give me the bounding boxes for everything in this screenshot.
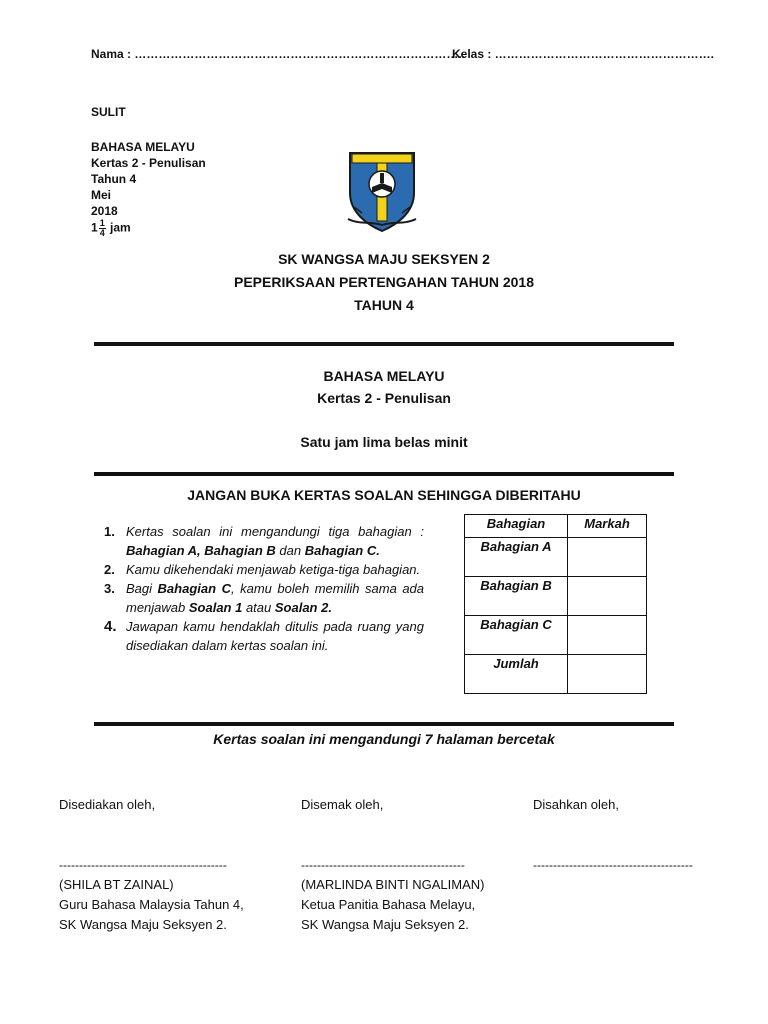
- signature-title: Guru Bahasa Malaysia Tahun 4,: [59, 897, 244, 912]
- school-crest-icon: [344, 149, 420, 233]
- signature-block-reviewer: [301, 795, 484, 935]
- row-label: Bahagian C: [465, 616, 568, 655]
- marks-cell[interactable]: [568, 538, 647, 577]
- table-row: [465, 538, 647, 577]
- divider-2: [94, 472, 674, 476]
- instruction-item: [104, 560, 424, 579]
- marks-cell[interactable]: [568, 616, 647, 655]
- meta-paper: Kertas 2 - Penulisan: [91, 156, 206, 170]
- signature-line: -----------------------------------------: [301, 858, 465, 872]
- duration-whole: 1: [91, 220, 98, 235]
- marks-cell[interactable]: [568, 655, 647, 694]
- instructions-list: [104, 522, 424, 655]
- name-field: Nama : ………………………………………………………………………..: [91, 47, 466, 61]
- divider-1: [94, 342, 674, 346]
- signature-school: SK Wangsa Maju Seksyen 2.: [301, 917, 469, 932]
- marks-cell[interactable]: [568, 577, 647, 616]
- signature-role: Disahkan oleh,: [533, 797, 619, 812]
- pages-note: Kertas soalan ini mengandungi 7 halaman bercetak: [213, 731, 555, 747]
- instruction-text: , kamu boleh memilih sama ada menjawab: [126, 581, 425, 615]
- table-row: [465, 616, 647, 655]
- instruction-bold: Soalan 2.: [274, 600, 332, 615]
- instruction-number: 2.: [104, 562, 115, 577]
- signature-school: SK Wangsa Maju Seksyen 2.: [59, 917, 227, 932]
- grade-title: TAHUN 4: [354, 297, 414, 313]
- signature-line: ----------------------------------------: [533, 858, 693, 872]
- table-header-row: [465, 515, 647, 538]
- warning-heading: JANGAN BUKA KERTAS SOALAN SEHINGGA DIBERITAHU: [187, 487, 581, 503]
- subject-title: BAHASA MELAYU: [323, 368, 445, 384]
- signature-name: (SHILA BT ZAINAL): [59, 877, 174, 892]
- duration-denominator: 4: [99, 228, 105, 238]
- exam-title: PEPERIKSAAN PERTENGAHAN TAHUN 2018: [233, 274, 534, 290]
- meta-month: Mei: [91, 188, 112, 202]
- meta-subject: BAHASA MELAYU: [91, 140, 195, 154]
- instruction-number: 3.: [104, 581, 115, 596]
- instruction-text: Jawapan kamu hendaklah ditulis pada ruang yang disediakan dalam kertas soalan ini.: [126, 619, 424, 653]
- instruction-number: 1.: [104, 524, 115, 539]
- signature-role: Disediakan oleh,: [59, 797, 156, 812]
- class-field: Kelas : ……………………………………………….: [452, 47, 715, 61]
- signature-title: Ketua Panitia Bahasa Melayu,: [301, 897, 476, 912]
- instruction-bold: Bahagian C.: [304, 543, 380, 558]
- duration-fraction: [99, 219, 106, 238]
- header-markah: Markah: [568, 515, 647, 538]
- table-row: [465, 655, 647, 694]
- sulit-label: SULIT: [91, 105, 126, 119]
- signature-block-approver: [533, 795, 693, 875]
- signature-name: (MARLINDA BINTI NGALIMAN): [301, 877, 485, 892]
- instruction-item: [104, 579, 424, 617]
- marks-table: [464, 514, 647, 694]
- row-label: Jumlah: [465, 655, 568, 694]
- instruction-text: dan: [275, 543, 305, 558]
- instruction-bold: Bahagian A, Bahagian B: [126, 543, 276, 558]
- instruction-text: Kamu dikehendaki menjawab ketiga-tiga bahagian.: [126, 562, 421, 577]
- instruction-bold: Soalan 1: [188, 600, 243, 615]
- paper-title: Kertas 2 - Penulisan: [317, 390, 451, 406]
- meta-exam-year: 2018: [91, 204, 118, 218]
- duration-text: Satu jam lima belas minit: [300, 434, 468, 450]
- signature-role: Disemak oleh,: [301, 797, 384, 812]
- signature-line: ------------------------------------------: [59, 858, 227, 872]
- duration-unit: jam: [110, 220, 131, 235]
- instruction-item: [104, 522, 424, 560]
- signature-block-preparer: [59, 795, 244, 935]
- header-bahagian: Bahagian: [465, 515, 568, 538]
- meta-duration: [91, 219, 206, 238]
- table-row: [465, 577, 647, 616]
- instruction-text: Bagi: [126, 581, 158, 596]
- school-title: SK WANGSA MAJU SEKSYEN 2: [278, 251, 490, 267]
- instruction-item: [104, 617, 424, 655]
- instruction-bold: Bahagian C: [157, 581, 231, 596]
- instruction-text: Kertas soalan ini mengandungi tiga bahagian :: [126, 524, 424, 539]
- row-label: Bahagian B: [465, 577, 568, 616]
- duration-numerator: 1: [99, 218, 105, 228]
- meta-year: Tahun 4: [91, 172, 137, 186]
- row-label: Bahagian A: [465, 538, 568, 577]
- instruction-text: atau: [242, 600, 275, 615]
- instruction-number: 4.: [104, 618, 117, 635]
- divider-3: [94, 722, 674, 726]
- paper-meta: [91, 139, 206, 238]
